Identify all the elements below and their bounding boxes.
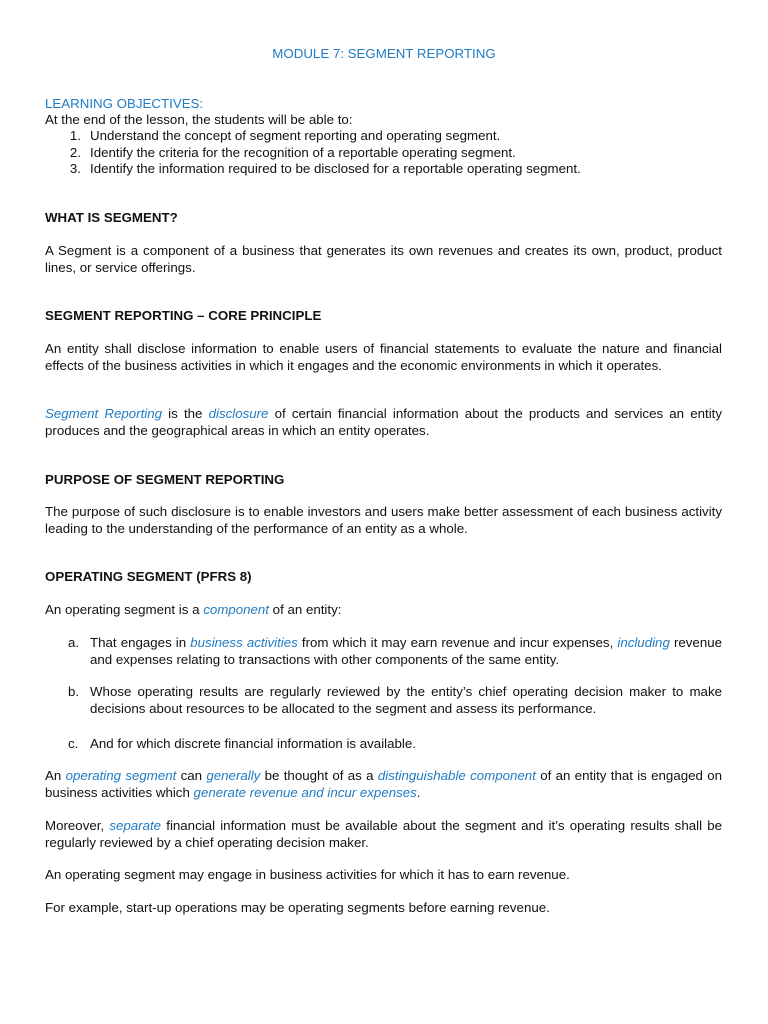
criteria-text: That engages in business activities from which it may earn revenue and incur expenses, including revenue and expenses relating to transactions with other components of the same entity. [90,635,723,667]
term-segment-reporting: Segment Reporting [45,406,163,421]
criteria-item-c [45,736,722,753]
core-principle-heading: SEGMENT REPORTING – CORE PRINCIPLE [45,308,322,323]
criteria-text: And for which discrete financial information is available. [90,736,416,751]
operating-segment-heading: OPERATING SEGMENT (PFRS 8) [45,569,252,584]
core-principle-body: An entity shall disclose information to enable users of financial statements to evaluate the nature and financial effects of the business activities in which it engages and the economic environments in which it operates. [45,341,722,373]
objective-number: 1. [69,128,81,143]
objective-text: Identify the information required to be disclosed for a reportable operating segment. [90,161,581,176]
criteria-item-b [45,684,722,717]
objective-number: 3. [69,161,81,176]
module-title: MODULE 7: SEGMENT REPORTING [272,46,496,61]
term-including: including [617,635,670,650]
objective-text: Identify the criteria for the recognition of a reportable operating segment. [90,145,516,160]
segment-reporting-definition: Segment Reporting is the disclosure of certain financial information about the products and services an entity produces and the geographical areas in which an entity operates. [45,406,723,438]
criteria-text: Whose operating results are regularly reviewed by the entity’s chief operating decision maker to make decisions about resources to be allocated to the segment and assess its performance. [90,684,722,716]
what-is-segment-heading: WHAT IS SEGMENT? [45,210,178,225]
segment-definition: A Segment is a component of a business that generates its own revenues and creates its own, product, product lines, or service offerings. [45,243,722,275]
objective-text: Understand the concept of segment reporting and operating segment. [90,128,501,143]
term-disclosure: disclosure [208,406,269,421]
criteria-label: c. [68,736,79,751]
term-component: component [203,602,269,617]
term-business-activities: business activities [190,635,298,650]
objective-number: 2. [69,145,81,160]
objective-item [45,145,722,162]
purpose-heading: PURPOSE OF SEGMENT REPORTING [45,472,285,487]
objective-item [45,161,722,178]
operating-segment-paragraph-3: An operating segment may engage in business activities for which it has to earn revenue. [45,867,570,882]
operating-segment-paragraph-4: For example, start-up operations may be operating segments before earning revenue. [45,900,550,915]
learning-objectives-heading: LEARNING OBJECTIVES: [45,96,204,111]
operating-segment-intro: An operating segment is a component of an entity: [45,602,342,617]
objective-item [45,128,722,145]
purpose-body: The purpose of such disclosure is to enable investors and users make better assessment of each business activity leading to the understanding of the performance of an entity as a whole. [45,504,722,536]
objectives-intro: At the end of the lesson, the students will be able to: [45,112,353,127]
criteria-label: b. [68,684,80,699]
operating-segment-paragraph-1: An operating segment can generally be thought of as a distinguishable component of an entity that is engaged on business activities which generate revenue and incur expenses. [45,768,722,800]
criteria-item-a [45,635,722,668]
operating-segment-paragraph-2: Moreover, separate financial information must be available about the segment and it’s operating results shall be regularly reviewed by a chief operating decision maker. [45,818,722,850]
criteria-label: a. [68,635,80,650]
